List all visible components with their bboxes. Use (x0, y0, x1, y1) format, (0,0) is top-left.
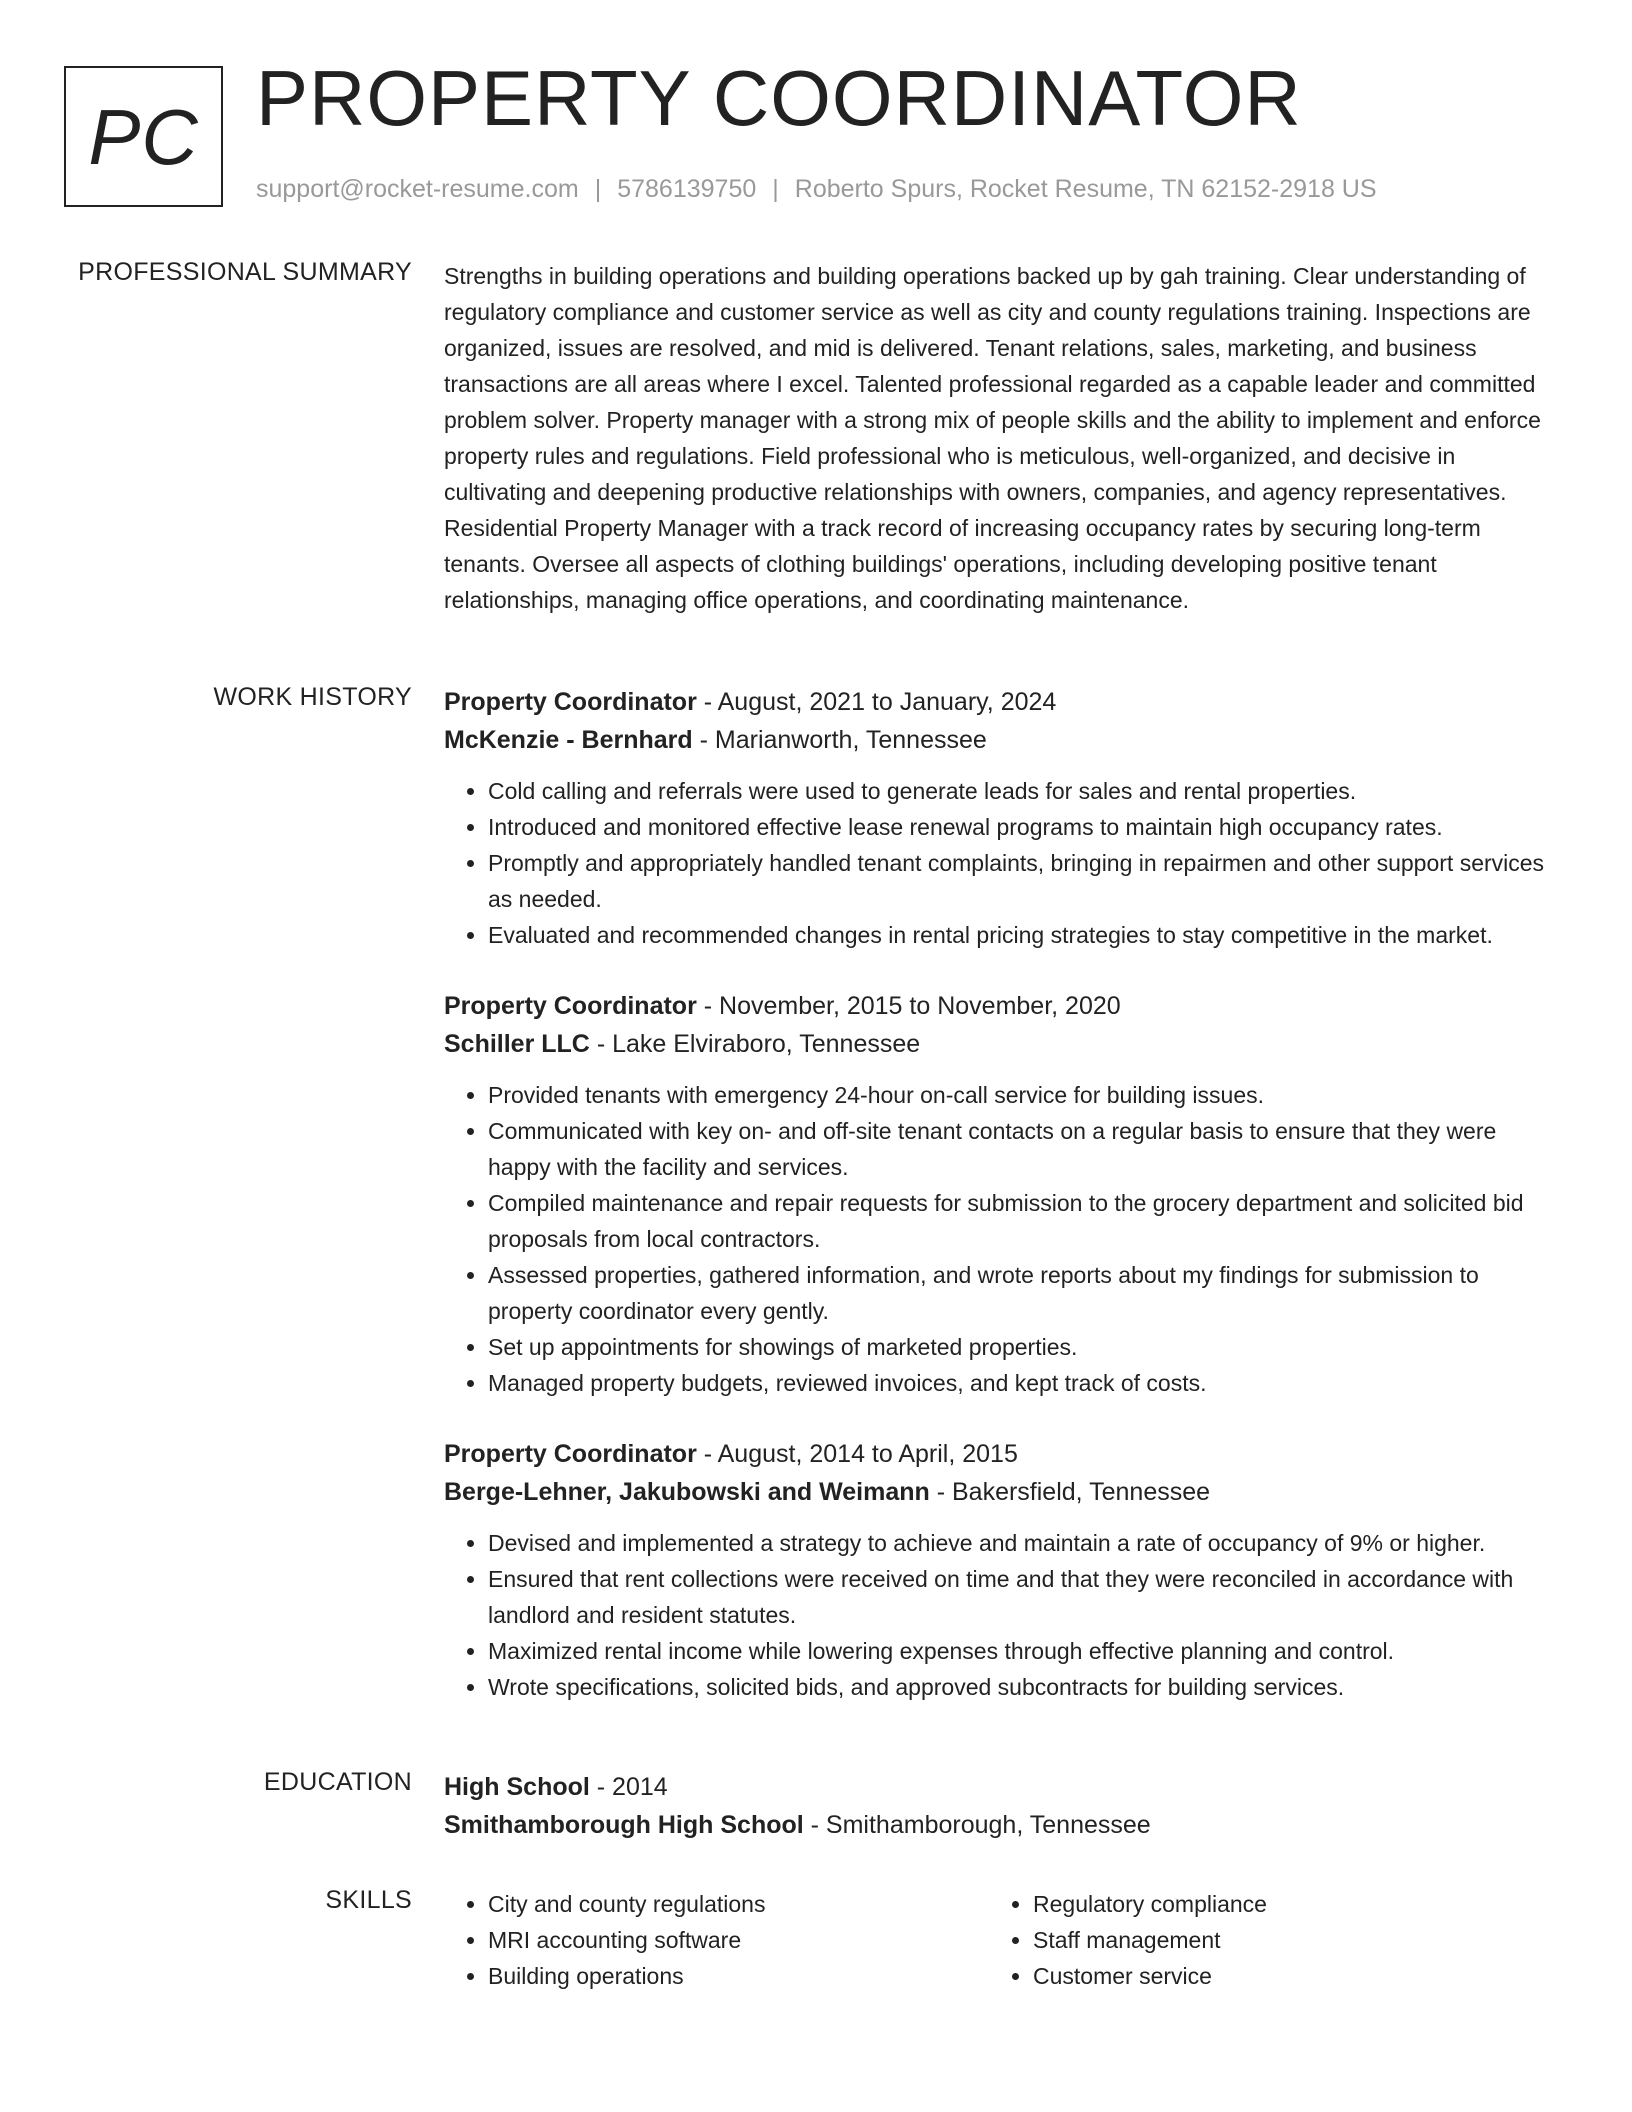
job-bullet: • Evaluated and recommended changes in rental pricing strategies to stay competitive in the market. (488, 917, 1556, 953)
work-history-content (444, 683, 1556, 1739)
job-bullet: • Compiled maintenance and repair requests for submission to the grocery department and solicited bid proposals from local contractors. (488, 1185, 1556, 1257)
job-title-line (444, 987, 1556, 1025)
summary-text: Strengths in building operations and building operations backed up by gah training. Clear understanding of regulatory compliance and customer service as well as city and county regulations training. Inspections are organized, issues are resolved, and mid is delivered. Tenant relations, sales, marketing, and business transactions are all areas where I excel. Talented professional regarded as a capable leader and committed problem solver. Property manager with a strong mix of people skills and the ability to implement and enforce property rules and regulations. Field professional who is meticulous, well-organized, and decisive in cultivating and deepening productive relationships with owners, companies, and agency representatives. Residential Property Manager with a track record of increasing occupancy rates by securing long-term tenants. Oversee all aspects of clothing buildings' operations, including developing positive tenant relationships, managing office operations, and coordinating maintenance. (444, 263, 1541, 613)
summary-content (444, 258, 1556, 618)
job-company: McKenzie - Bernhard (444, 726, 693, 754)
education-content (444, 1768, 1556, 1844)
job-dates: - August, 2014 to April, 2015 (696, 1440, 1018, 1468)
skill-item: • MRI accounting software (488, 1922, 989, 1958)
job-bullet: • Communicated with key on- and off-site tenant contacts on a regular basis to ensure that they were happy with the facility and services. (488, 1113, 1556, 1185)
job-bullet: • Managed property budgets, reviewed invoices, and kept track of costs. (488, 1365, 1556, 1401)
skill-item: • Regulatory compliance (1033, 1886, 1534, 1922)
job-bullet: • Wrote specifications, solicited bids, and approved subcontracts for building services. (488, 1669, 1556, 1705)
job-title: Property Coordinator (444, 1440, 697, 1468)
job-bullet: • Introduced and monitored effective lease renewal programs to maintain high occupancy rates. (488, 809, 1556, 845)
job-company: Berge-Lehner, Jakubowski and Weimann (444, 1478, 930, 1506)
section-label: SKILLS (325, 1886, 412, 1914)
job-company-line (444, 1473, 1556, 1511)
job-bullets (444, 773, 1556, 953)
job-dates: - November, 2015 to November, 2020 (696, 992, 1121, 1020)
job-title: Property Coordinator (444, 992, 697, 1020)
contact-separator: | (772, 175, 779, 203)
skills-column-left (444, 1886, 989, 1994)
monogram-initials: PC (88, 92, 199, 181)
job-location: - Lake Elviraboro, Tennessee (589, 1030, 921, 1058)
education-degree-line (444, 1768, 1556, 1806)
section-label: PROFESSIONAL SUMMARY (78, 258, 412, 286)
resume-title: PROPERTY COORDINATOR (256, 54, 1302, 142)
job-company: Schiller LLC (444, 1030, 590, 1058)
job-bullet: • Devised and implemented a strategy to achieve and maintain a rate of occupancy of 9% or higher. (488, 1525, 1556, 1561)
job-bullet: • Provided tenants with emergency 24-hour on-call service for building issues. (488, 1077, 1556, 1113)
section-label: EDUCATION (263, 1768, 412, 1796)
job-bullet: • Assessed properties, gathered information, and wrote reports about my findings for submission to property coordinator every gently. (488, 1257, 1556, 1329)
contact-separator: | (594, 175, 602, 203)
job-title-line (444, 1435, 1556, 1473)
job-bullets (444, 1077, 1556, 1401)
job-company-line (444, 721, 1556, 759)
education-degree: High School (444, 1773, 590, 1801)
contact-line (256, 175, 1377, 204)
job-dates: - August, 2021 to January, 2024 (696, 688, 1057, 716)
skills-column-right (989, 1886, 1534, 1994)
job-location: - Marianworth, Tennessee (692, 726, 987, 754)
education-school-line (444, 1806, 1556, 1844)
job-bullets (444, 1525, 1556, 1705)
section-label: WORK HISTORY (213, 683, 412, 711)
education-location: - Smithamborough, Tennessee (803, 1811, 1151, 1839)
job-company-line (444, 1025, 1556, 1063)
contact-address: Roberto Spurs, Rocket Resume, TN 62152-2918 US (794, 175, 1377, 203)
job-bullet: • Set up appointments for showings of marketed properties. (488, 1329, 1556, 1365)
job-title-line (444, 683, 1556, 721)
job-entry (444, 987, 1556, 1401)
job-entry (444, 1435, 1556, 1705)
skills-content (444, 1886, 1556, 1994)
monogram-box (64, 66, 223, 207)
skill-item: • Staff management (1033, 1922, 1534, 1958)
education-school: Smithamborough High School (444, 1811, 804, 1839)
job-bullet: • Promptly and appropriately handled tenant complaints, bringing in repairmen and other support services as needed. (488, 845, 1556, 917)
contact-phone: 5786139750 (617, 175, 757, 203)
skill-item: • City and county regulations (488, 1886, 989, 1922)
contact-email: support@rocket-resume.com (256, 175, 579, 203)
skills-grid (444, 1886, 1556, 1994)
skill-item: • Customer service (1033, 1958, 1534, 1994)
job-title: Property Coordinator (444, 688, 697, 716)
job-bullet: • Cold calling and referrals were used to generate leads for sales and rental properties. (488, 773, 1556, 809)
job-location: - Bakersfield, Tennessee (929, 1478, 1211, 1506)
job-bullet: • Maximized rental income while lowering expenses through effective planning and control. (488, 1633, 1556, 1669)
job-bullet: • Ensured that rent collections were received on time and that they were reconciled in accordance with landlord and resident statutes. (488, 1561, 1556, 1633)
job-entry (444, 683, 1556, 953)
skill-item: • Building operations (488, 1958, 989, 1994)
education-year: - 2014 (589, 1773, 668, 1801)
